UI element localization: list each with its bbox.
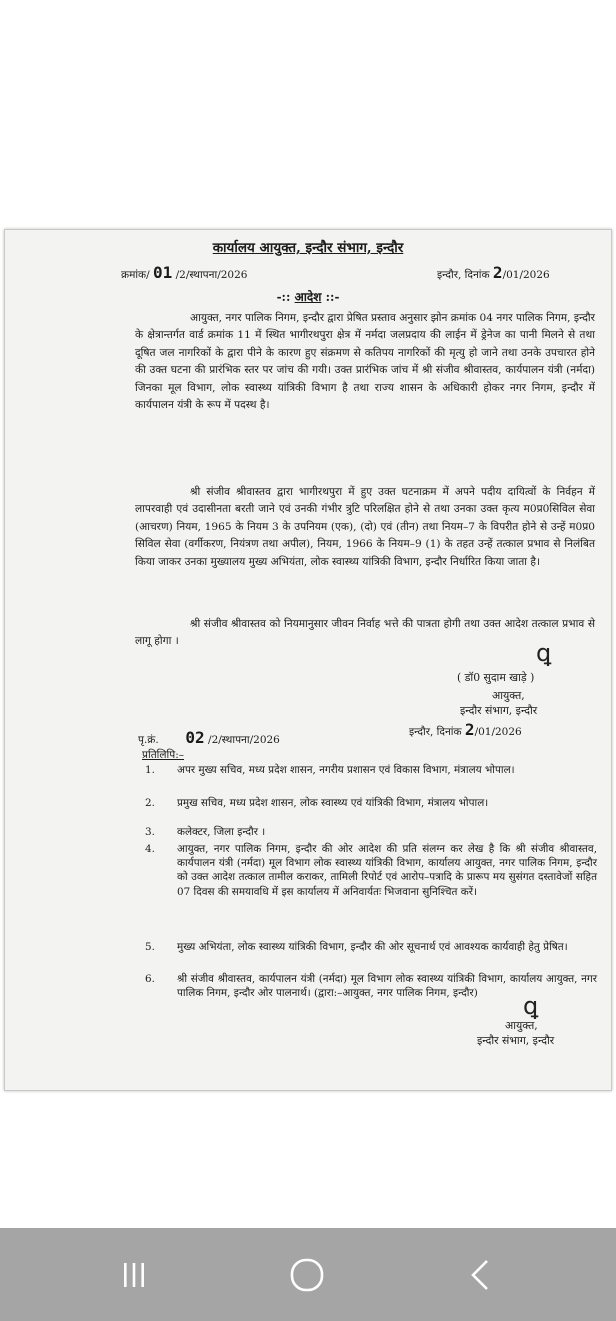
- document-title: कार्यालय आयुक्त, इन्दौर संभाग, इन्दौर: [212, 240, 404, 256]
- home-icon: [289, 1257, 325, 1293]
- order-number-handwritten: 01: [153, 263, 173, 282]
- endorsement-number-line: [138, 728, 280, 747]
- back-button[interactable]: [450, 1254, 510, 1296]
- order-number-line: [121, 263, 247, 282]
- recents-button[interactable]: [104, 1254, 164, 1296]
- signatory-name: ( डॉ0 सुदाम खाड़े ): [457, 671, 535, 684]
- signatory-designation: आयुक्त,: [492, 689, 525, 702]
- endorsement-number-label: पृ.क्रं.: [138, 734, 159, 746]
- endorsement-date-rest: /01/2026: [474, 726, 522, 738]
- order-paragraph-2: श्री संजीव श्रीवास्तव द्वारा भागीरथपुरा में हुए उक्त घटनाक्रम में अपने पदीय दायित्वों के निर्वहन में लापरवाही एवं उदासीनता बरती जाने एवं उनकी गंभीर त्रुटि परिलक्षित होने से तथा उनका उक्त कृत्य म0प्र0सिविल सेवा (आचरण) नियम, 1965 के नियम 3 के उपनियम (एक), (दो) एवं (तीन) तथा नियम–7 के विपरीत होने से उन्हें म0प्र0 सिविल सेवा (वर्गीकरण, नियंत्रण तथा अपील), नियम, 1966 के नियम–9 (1) के तहत उन्हें तत्काल प्रभाव से निलंबित किया जाकर उनका मुख्यालय मुख्य अभियंता, लोक स्वास्थ्य यांत्रिकी विभाग, इन्दौर निर्धारित किया जाता है।: [135, 486, 595, 568]
- order-number-rest: /2/स्थापना/2026: [175, 269, 248, 281]
- back-icon: [465, 1258, 495, 1292]
- endorsement-date-line: [409, 720, 522, 739]
- home-button[interactable]: [277, 1254, 337, 1296]
- endorsement-date-handwritten: 2: [464, 720, 475, 739]
- order-heading: -:: आदेश ::-: [276, 290, 340, 304]
- order-date-handwritten: 2: [492, 263, 503, 282]
- order-number-label: क्रमांक/: [121, 269, 150, 281]
- order-date-rest: /01/2026: [502, 269, 550, 281]
- copy-to-label: प्रतिलिपि:–: [142, 749, 184, 761]
- android-navigation-bar: [0, 1228, 616, 1321]
- endorsement-number-handwritten: 02: [185, 728, 205, 747]
- order-date-label: इन्दौर, दिनांक: [437, 269, 490, 281]
- order-paragraph-3: श्री संजीव श्रीवास्तव को नियमानुसार जीवन निर्वाह भत्ते की पात्रता होगी तथा उक्त आदेश तत्काल प्रभाव से लागू होगा ।: [135, 618, 595, 648]
- order-paragraph-1: आयुक्त, नगर पालिक निगम, इन्दौर द्वारा प्रेषित प्रस्ताव अनुसार झोन क्रमांक 04 नगर पालिक निगम, इन्दौर के क्षेत्रान्तर्गत वार्ड क्रमांक 11 में स्थित भागीरथपुरा क्षेत्र में नर्मदा जलप्रदाय की लाईन में ड्रेनेज का पानी मिलने से तथा दूषित जल नागरिकों के द्वारा पीने के कारण हुए संक्रमण से कतिपय नागरिकों की मृत्यु हो जाने तथा उनके उपचारत होने की उक्त घटना की प्रारंभिक स्तर पर जांच की गयी। उक्त प्रारंभिक जांच में श्री संजीव श्रीवास्तव, कार्यपालन यंत्री (नर्मदा) जिनका मूल विभाग, लोक स्वास्थ्य यांत्रिकी विभाग है तथा राज्य शासन के अधिकारी होकर नगर निगम, इन्दौर में कार्यपालन यंत्री के रूप में पदस्थ है।: [135, 312, 595, 412]
- endorsement-number-rest: /2/स्थापना/2026: [208, 734, 280, 746]
- signatory-office: इन्दौर संभाग, इन्दौर: [460, 704, 538, 717]
- footer-designation: आयुक्त,: [505, 1019, 538, 1032]
- signature-mark: ꝗ: [536, 639, 552, 667]
- recents-icon: [119, 1260, 149, 1290]
- order-date-line: [437, 263, 550, 282]
- order-document: कार्यालय आयुक्त, इन्दौर संभाग, इन्दौर क्रमांक/ 01 /2/स्थापना/2026 इन्दौर, दिनांक 2/01/2026 -:: आदेश ::- आयुक्त, नगर पालिक निगम, इन्दौर द्वारा प्रेषित प्रस्ताव अनुसार झोन क्रमांक 04 नगर पालिक निगम, इन्दौर के क्षेत्रान्तर्गत वार्ड क्रमांक 11 में स्थित भागीरथपुरा क्षेत्र में नर्मदा जलप्रदाय की लाईन में ड्रेनेज का पानी मिलने से तथा दूषित जल नागरिकों के द्वारा पीने के कारण हुए संक्रमण से कतिपय नागरिकों की मृत्यु हो जाने तथा उनके उपचारत होने की उक्त घटना की प्रारंभिक स्तर पर जांच की गयी। उक्त प्रारंभिक जांच में श्री संजीव श्रीवास्तव, कार्यपालन यंत्री (नर्मदा) जिनका मूल विभाग, लोक स्वास्थ्य यांत्रिकी विभाग है तथा राज्य शासन के अधिकारी होकर नगर निगम, इन्दौर में कार्यपालन यंत्री के रूप में पदस्थ है। श्री संजीव श्रीवास्तव द्वारा भागीरथपुरा में हुए उक्त घटनाक्रम में अपने पदीय दायित्वों के निर्वहन में लापरवाही एवं उदासीनता बरती जाने एवं उनकी गंभीर त्रुटि परिलक्षित होने से तथा उनका उक्त कृत्य म0प्र0सिविल सेवा (आचरण) नियम, 1965 के नियम 3 के उपनियम (एक), (दो) एवं (तीन) तथा नियम–7 के विपरीत होने से उन्हें म0प्र0 सिविल सेवा (वर्गीकरण, नियंत्रण तथा अपील), नियम, 1966 के नियम–9 (1) के तहत उन्हें तत्काल प्रभाव से निलंबित किया जाकर उनका मुख्यालय मुख्य अभियंता, लोक स्वास्थ्य यांत्रिकी विभाग, इन्दौर निर्धारित किया जाता है। श्री संजीव श्रीवास्तव को नियमानुसार जीवन निर्वाह भत्ते की पात्रता होगी तथा उक्त आदेश तत्काल प्रभाव से लागू होगा । ꝗ ( डॉ0 सुदाम खाड़े ) आयुक्त, इन्दौर संभाग, इन्दौर पृ.क्रं. 02 /2/स्थापना/2026 इन्दौर, दिनांक 2/01/2026 प्रतिलिपि:– 1. अपर मुख्य सचिव, मध्य प्रदेश शासन, नगरीय प्रशासन एवं विकास विभाग, मंत्रालय भोपाल। 2. प्रमुख सचिव, मध्य प्रदेश शासन, लोक स्वास्थ्य एवं यांत्रिकी विभाग, मंत्रालय भोपाल। 3. कलेक्टर, जिला इन्दौर । 4. आयुक्त, नगर पालिक निगम, इन्दौर की ओर आदेश की प्रति संलग्न कर लेख है कि श्री संजीव श्रीवास्तव, कार्यपालन यंत्री (नर्मदा) मूल विभाग लोक स्वास्थ्य यांत्रिकी विभाग, कार्यालय आयुक्त, नगर पालिक निगम, इन्दौर को उक्त आदेश तत्काल तामील कराकर, तामिली रिपोर्ट एवं आरोप–पत्रादि के प्रारूप मय सुसंगत दस्तावेजों सहित 07 दिवस की समयावधि में इस कार्यालय में अनिवार्यतः भिजवाना सुनिश्चित करें। 5. मुख्य अभियंता, लोक स्वास्थ्य यांत्रिकी विभाग, इन्दौर की ओर सूचनार्थ एवं आवश्यक कार्यवाही हेतु प्रेषित। 6. श्री संजीव श्रीवास्तव, कार्यपालन यंत्री (नर्मदा) मूल विभाग लोक स्वास्थ्य यांत्रिकी विभाग, कार्यालय आयुक्त, नगर पालिक निगम, इन्दौर ओर पालनार्थ। (द्वारा:–आयुक्त, नगर पालिक निगम, इन्दौर) ꝗ आयुक्त, इन्दौर संभाग, इन्दौर: [4, 229, 612, 1091]
- footer-office: इन्दौर संभाग, इन्दौर: [477, 1034, 555, 1047]
- endorsement-date-label: इन्दौर, दिनांक: [409, 726, 462, 738]
- footer-signature-mark: ꝗ: [523, 992, 539, 1020]
